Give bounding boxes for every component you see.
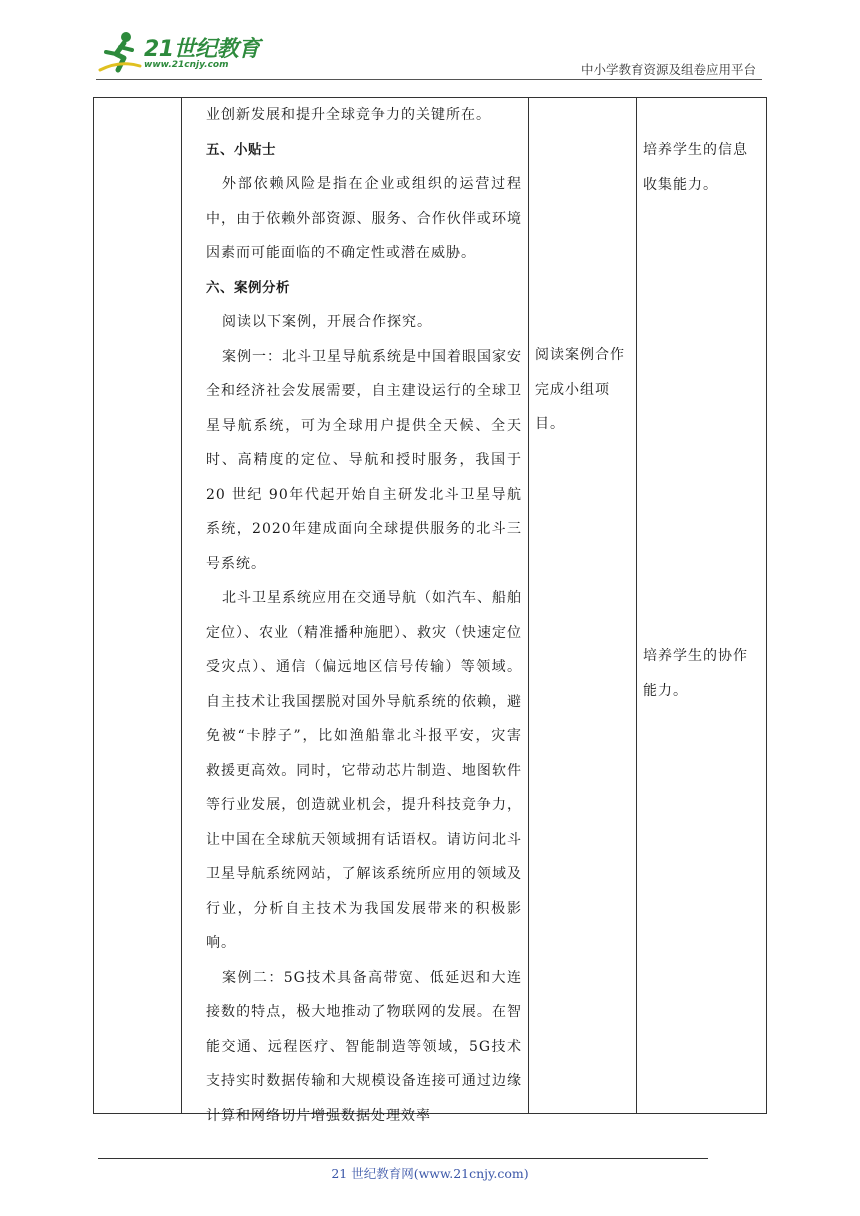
student-activity bbox=[535, 338, 632, 442]
logo-url: www.21cnjy.com bbox=[144, 60, 229, 70]
footer-divider bbox=[98, 1158, 708, 1159]
section-heading-tips: 五、小贴士 bbox=[206, 141, 276, 158]
header-divider bbox=[96, 79, 762, 80]
paragraph-continued: 业创新发展和提升全球竞争力的关键所在。 bbox=[206, 107, 491, 123]
design-intent-text: 培养学生的信息收集能力。 bbox=[643, 142, 748, 193]
lesson-table bbox=[93, 97, 767, 1124]
stage-cell bbox=[94, 98, 182, 1114]
paragraph-beidou-applications: 北斗卫星系统应用在交通导航（如汽车、船舶定位）、农业（精准播种施肥）、救灾（快速定位受灾点）、通信（偏远地区信号传输）等领域。自主技术让我国摆脱对国外导航系统的依赖，避免被“卡脖子”，比如渔船靠北斗报平安，灾害救援更高效。同时，它带动芯片制造、地图软件等行业发展，创造就业机会，提升科技竞争力，让中国在全球航天领域拥有话语权。请访问北斗卫星导航系统网站，了解该系统所应用的领域及行业，分析自主技术为我国发展带来的积极影响。 bbox=[206, 590, 522, 951]
paragraph-case-one: 案例一：北斗卫星导航系统是中国着眼国家安全和经济社会发展需要，自主建设运行的全球卫星导航系统，可为全球用户提供全天候、全天时、高精度的定位、导航和授时服务，我国于 20 世纪 90年代起开始自主研发北斗卫星导航系统，2020年建成面向全球提供服务的北斗三号系统。 bbox=[206, 348, 522, 572]
logo-text: 21世纪教育 bbox=[144, 37, 260, 62]
runner-logo-icon bbox=[96, 30, 142, 74]
design-intent-2 bbox=[643, 639, 762, 708]
teaching-content bbox=[182, 98, 528, 1133]
page-header bbox=[0, 0, 860, 80]
table-row bbox=[94, 98, 767, 1114]
section-heading-case-analysis: 六、案例分析 bbox=[206, 279, 290, 296]
footer-link[interactable]: 21 世纪教育网(www.21cnjy.com) bbox=[331, 1166, 529, 1181]
design-intent-cell bbox=[637, 98, 767, 1114]
site-logo[interactable] bbox=[96, 30, 266, 78]
design-intent-text: 培养学生的协作能力。 bbox=[643, 648, 748, 699]
paragraph-tips: 外部依赖风险是指在企业或组织的运营过程中，由于依赖外部资源、服务、合作伙伴或环境因素而可能面临的不确定性或潜在威胁。 bbox=[206, 176, 522, 261]
student-activity-cell bbox=[529, 98, 637, 1114]
paragraph-case-two: 案例二：5G技术具备高带宽、低延迟和大连接数的特点，极大地推动了物联网的发展。在智能交通、远程医疗、智能制造等领域，5G技术支持实时数据传输和大规模设备连接可通过边缘计算和网络切片增强数据处理效率 bbox=[206, 969, 522, 1124]
teaching-content-cell bbox=[182, 98, 529, 1124]
paragraph-instruction: 阅读以下案例，开展合作探究。 bbox=[222, 314, 432, 330]
student-activity-text: 阅读案例合作完成小组项目。 bbox=[535, 347, 625, 432]
platform-title: 中小学教育资源及组卷应用平台 bbox=[580, 62, 756, 77]
design-intent-1 bbox=[643, 133, 762, 202]
